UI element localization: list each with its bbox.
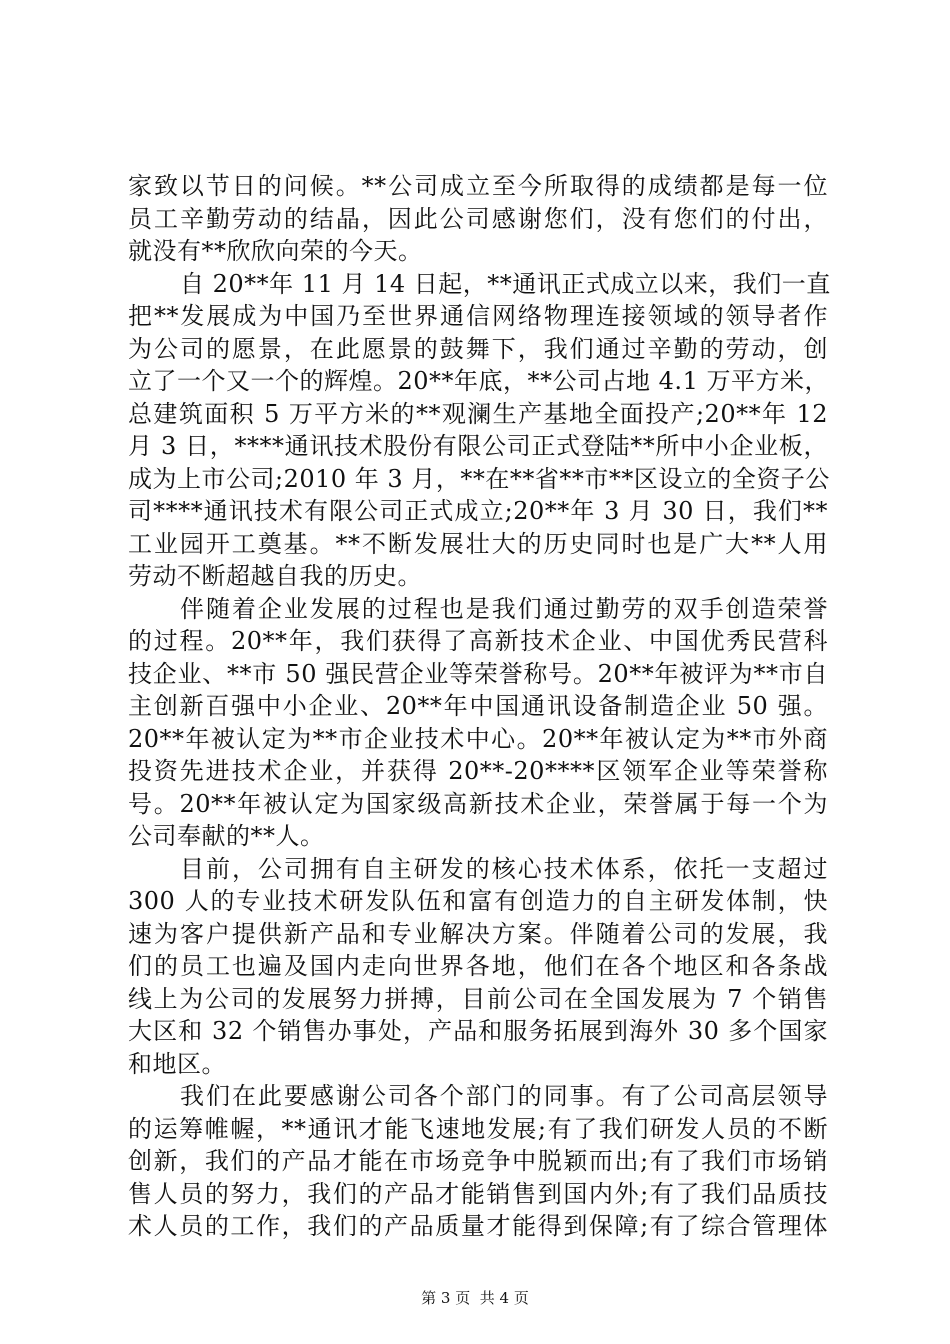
text-line: 大区和 32 个销售办事处，产品和服务拓展到海外 30 多个国家 [128,1017,828,1045]
page-footer: 第 3 页 共 4 页 [421,1289,529,1307]
text-line: 20**年被认定为**市企业技术中心。20**年被认定为**市外商 [128,724,828,753]
paragraph [128,170,828,268]
text-line: 工业园开工奠基。**不断发展壮大的历史同时也是广大**人用 [128,529,828,558]
text-line: 速为客户提供新产品和专业解决方案。伴随着公司的发展，我 [128,919,828,948]
paragraph [128,1080,828,1243]
text-line: 家致以节日的问候。**公司成立至今所取得的成绩都是每一位 [128,172,828,200]
text-line: 300 人的专业技术研发队伍和富有创造力的自主研发体制，快 [128,887,828,915]
text-line: 创新，我们的产品才能在市场竞争中脱颖而出;有了我们市场销 [128,1147,828,1175]
text-line: 月 3 日，****通讯技术股份有限公司正式登陆**所中小企业板， [128,432,828,460]
text-line: 们的员工也遍及国内走向世界各地，他们在各个地区和各条战 [128,952,828,980]
text-line: 伴随着企业发展的过程也是我们通过勤劳的双手创造荣誉 [180,594,828,623]
text-line: 总建筑面积 5 万平方米的**观澜生产基地全面投产;20**年 12 [128,399,828,428]
paragraph [128,593,828,853]
text-line: 目前，公司拥有自主研发的核心技术体系，依托一支超过 [180,854,828,883]
text-line: 自 20**年 11 月 14 日起，**通讯正式成立以来，我们一直 [180,269,831,298]
document-body [128,170,831,1243]
text-line: 投资先进技术企业，并获得 20**-20****区领军企业等荣誉称 [128,757,828,785]
text-line: 劳动不断超越自我的历史。 [128,562,422,590]
text-line: 立了一个又一个的辉煌。20**年底，**公司占地 4.1 万平方米， [128,367,829,395]
text-line: 的过程。20**年，我们获得了高新技术企业、中国优秀民营科 [128,627,828,655]
text-line: 司****通讯技术有限公司正式成立;20**年 3 月 30 日，我们** [128,497,828,525]
text-line: 和地区。 [128,1049,226,1078]
text-line: 技企业、**市 50 强民营企业等荣誉称号。20**年被评为**市自 [128,659,828,688]
text-line: 线上为公司的发展努力拼搏，目前公司在全国发展为 7 个销售 [128,984,828,1013]
paragraph [128,268,831,593]
text-line: 公司奉献的**人。 [128,822,325,850]
text-line: 我们在此要感谢公司各个部门的同事。有了公司高层领导 [180,1082,828,1110]
text-line: 就没有**欣欣向荣的今天。 [128,237,423,265]
text-line: 售人员的努力，我们的产品才能销售到国内外;有了我们品质技 [128,1179,828,1208]
paragraph [128,853,828,1081]
text-line: 主创新百强中小企业、20**年中国通讯设备制造企业 50 强。 [128,692,828,720]
text-line: 号。20**年被认定为国家级高新技术企业，荣誉属于每一个为 [128,789,828,818]
text-line: 术人员的工作，我们的产品质量才能得到保障;有了综合管理体 [128,1212,828,1240]
text-line: 的运筹帷幄，**通讯才能飞速地发展;有了我们研发人员的不断 [128,1114,828,1143]
text-line: 成为上市公司;2010 年 3 月，**在**省**市**区设立的全资子公 [128,464,830,493]
text-line: 为公司的愿景，在此愿景的鼓舞下，我们通过辛勤的劳动，创 [128,334,828,363]
text-line: 员工辛勤劳动的结晶，因此公司感谢您们，没有您们的付出， [128,204,828,233]
text-line: 把**发展成为中国乃至世界通信网络物理连接领域的领导者作 [128,302,828,330]
